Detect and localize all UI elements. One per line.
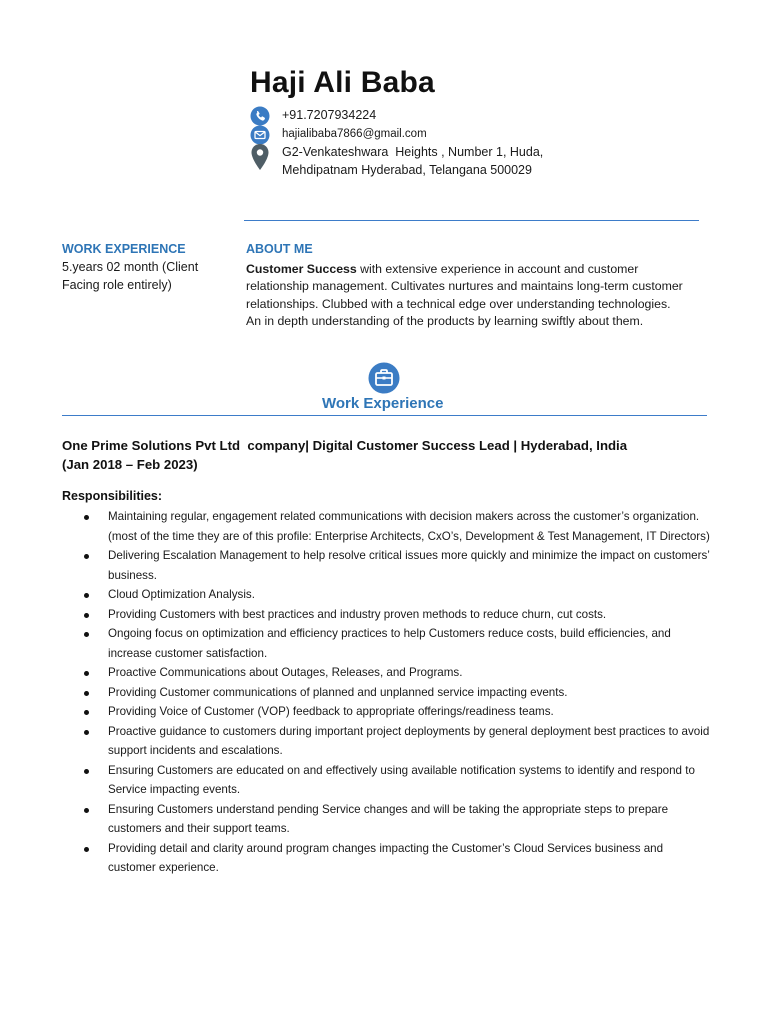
bullet-icon <box>84 554 89 559</box>
list-item: Proactive Communications about Outages, Releases, and Programs. <box>62 663 712 683</box>
list-item: Proactive guidance to customers during important project deployments by general deployment best practices to avoid support incidents and escalations. <box>62 722 712 761</box>
responsibilities-list <box>62 507 712 878</box>
bullet-icon <box>84 730 89 735</box>
bullet-icon <box>84 671 89 676</box>
about-me-label: ABOUT ME <box>246 242 313 256</box>
briefcase-icon <box>368 362 400 394</box>
email-address: hajialibaba7866@gmail.com <box>282 128 427 140</box>
phone-number: +91.7207934224 <box>282 108 377 122</box>
job-dates: (Jan 2018 – Feb 2023) <box>62 457 198 472</box>
list-item: Ongoing focus on optimization and efficiency practices to help Customers reduce costs, build efficiencies, and increase customer satisfaction. <box>62 624 712 663</box>
list-item: Providing Customer communications of planned and unplanned service impacting events. <box>62 683 712 703</box>
header-divider <box>244 220 699 221</box>
job-title-line-1: One Prime Solutions Pvt Ltd company| Digital Customer Success Lead | Hyderabad, India <box>62 438 628 453</box>
email-row <box>250 125 427 145</box>
list-item: Providing Voice of Customer (VOP) feedback to appropriate offerings/readiness teams. <box>62 702 712 722</box>
bullet-icon <box>84 593 89 598</box>
address-line-1: G2-Venkateshwara Heights , Number 1, Huda, <box>282 145 544 159</box>
bullet-icon <box>84 613 89 618</box>
list-item: Delivering Escalation Management to help resolve critical issues more quickly and minimize the impact on customers’ business. <box>62 546 712 585</box>
bullet-icon <box>84 769 89 774</box>
bullet-icon <box>84 710 89 715</box>
candidate-name: Haji Ali Baba <box>250 66 435 99</box>
address-line-2: Mehdipatnam Hyderabad, Telangana 500029 <box>282 163 532 177</box>
about-me-lead: Customer Success <box>246 262 357 276</box>
location-pin-icon <box>250 143 270 171</box>
list-item: Maintaining regular, engagement related communications with decision makers across the customer’s organization. (most of the time they are of this profile: Enterprise Architects, CxO’s, Development & Test Management, IT Directors) <box>62 507 712 546</box>
list-item: Providing detail and clarity around program changes impacting the Customer’s Cloud Services business and customer experience. <box>62 839 712 878</box>
mail-icon <box>250 125 270 145</box>
about-me-text <box>246 261 686 330</box>
list-item: Cloud Optimization Analysis. <box>62 585 712 605</box>
work-experience-divider <box>62 415 707 416</box>
sidebar-experience-summary: 5.years 02 month (Client Facing role entirely) <box>62 260 199 292</box>
bullet-icon <box>84 808 89 813</box>
bullet-icon <box>84 515 89 520</box>
job-title <box>62 436 722 474</box>
sidebar-work-experience-label: WORK EXPERIENCE <box>62 242 186 256</box>
about-me-body: with extensive experience in account and customer relationship management. Cultivates nurtures and maintains long-term customer relationships. Clubbed with a technical edge over understanding technologies. An in depth understanding of the products by learning swiftly about them. <box>246 262 683 328</box>
bullet-icon <box>84 691 89 696</box>
work-experience-heading: Work Experience <box>322 395 444 412</box>
address-row <box>250 143 543 179</box>
bullet-icon <box>84 632 89 637</box>
list-item: Ensuring Customers are educated on and effectively using available notification systems to identify and respond to Service impacting events. <box>62 761 712 800</box>
bullet-icon <box>84 847 89 852</box>
list-item: Ensuring Customers understand pending Service changes and will be taking the appropriate steps to prepare customers and their support teams. <box>62 800 712 839</box>
responsibilities-label: Responsibilities: <box>62 489 163 503</box>
phone-row <box>250 106 376 126</box>
list-item: Providing Customers with best practices and industry proven methods to reduce churn, cut costs. <box>62 605 712 625</box>
phone-icon <box>250 106 270 126</box>
